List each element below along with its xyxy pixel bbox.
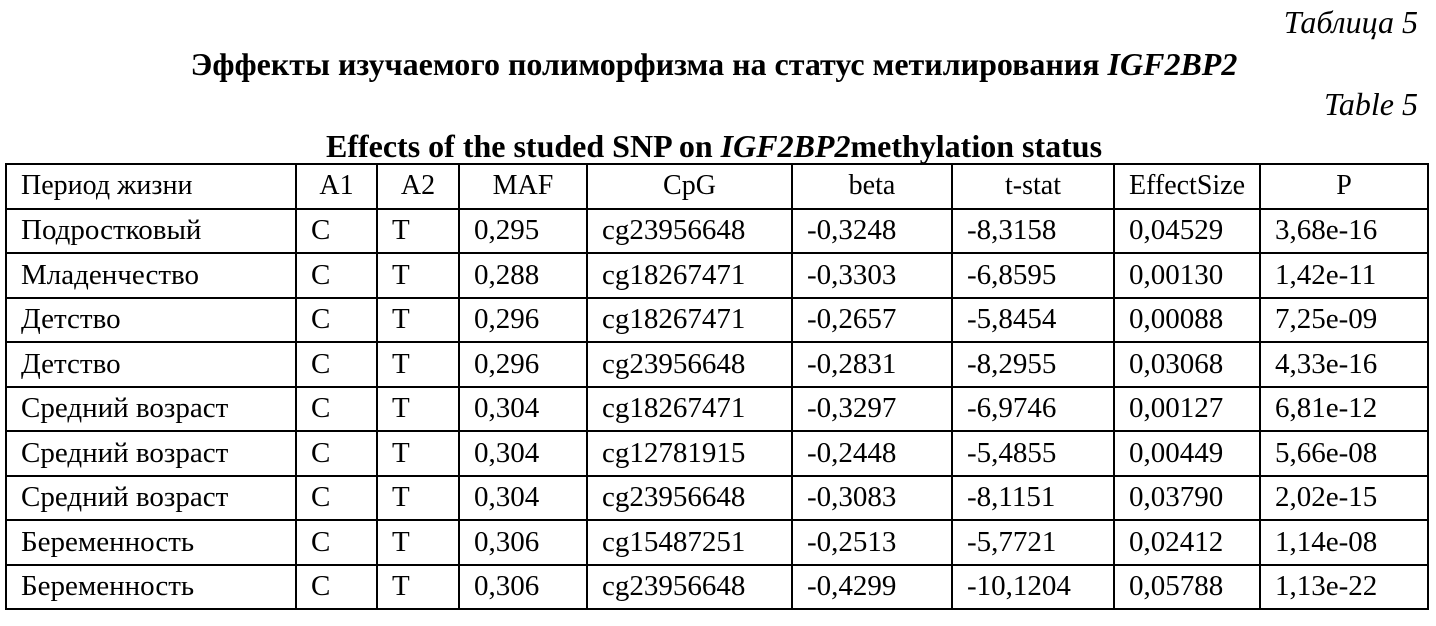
cell-tstat: -8,1151 xyxy=(952,476,1114,521)
cell-maf: 0,306 xyxy=(459,520,587,565)
title-en-gene: IGF2BP2 xyxy=(720,128,851,164)
header-period: Период жизни xyxy=(6,164,296,209)
cell-a1: C xyxy=(296,387,377,432)
cell-period: Подростковый xyxy=(6,209,296,254)
cell-p: 1,13e-22 xyxy=(1260,565,1428,610)
cell-beta: -0,2448 xyxy=(792,431,952,476)
cell-a2: T xyxy=(377,520,459,565)
cell-effectsize: 0,03068 xyxy=(1114,342,1260,387)
cell-period: Беременность xyxy=(6,565,296,610)
cell-cpg: cg23956648 xyxy=(587,476,792,521)
cell-cpg: cg18267471 xyxy=(587,253,792,298)
cell-beta: -0,3083 xyxy=(792,476,952,521)
cell-p: 1,14e-08 xyxy=(1260,520,1428,565)
cell-a2: T xyxy=(377,565,459,610)
cell-period: Средний возраст xyxy=(6,387,296,432)
header-tstat: t-stat xyxy=(952,164,1114,209)
cell-maf: 0,295 xyxy=(459,209,587,254)
cell-p: 4,33e-16 xyxy=(1260,342,1428,387)
cell-maf: 0,288 xyxy=(459,253,587,298)
cell-cpg: cg12781915 xyxy=(587,431,792,476)
cell-effectsize: 0,00449 xyxy=(1114,431,1260,476)
cell-a1: C xyxy=(296,476,377,521)
cell-period: Младенчество xyxy=(6,253,296,298)
cell-a1: C xyxy=(296,565,377,610)
methylation-table xyxy=(5,163,1429,610)
cell-period: Средний возраст xyxy=(6,476,296,521)
cell-a1: C xyxy=(296,342,377,387)
table-label-en: Table 5 xyxy=(1324,86,1418,122)
cell-tstat: -10,1204 xyxy=(952,565,1114,610)
cell-a2: T xyxy=(377,298,459,343)
cell-beta: -0,2513 xyxy=(792,520,952,565)
cell-tstat: -5,8454 xyxy=(952,298,1114,343)
cell-effectsize: 0,05788 xyxy=(1114,565,1260,610)
cell-tstat: -8,2955 xyxy=(952,342,1114,387)
cell-cpg: cg15487251 xyxy=(587,520,792,565)
cell-tstat: -5,7721 xyxy=(952,520,1114,565)
cell-beta: -0,3297 xyxy=(792,387,952,432)
cell-effectsize: 0,03790 xyxy=(1114,476,1260,521)
cell-beta: -0,4299 xyxy=(792,565,952,610)
table-row xyxy=(6,565,1428,610)
cell-p: 2,02e-15 xyxy=(1260,476,1428,521)
table-title-en xyxy=(0,128,1428,164)
cell-a1: C xyxy=(296,298,377,343)
cell-a1: C xyxy=(296,520,377,565)
table-row xyxy=(6,209,1428,254)
cell-effectsize: 0,02412 xyxy=(1114,520,1260,565)
cell-a1: C xyxy=(296,209,377,254)
cell-maf: 0,304 xyxy=(459,387,587,432)
cell-cpg: cg23956648 xyxy=(587,209,792,254)
cell-p: 5,66e-08 xyxy=(1260,431,1428,476)
cell-cpg: cg18267471 xyxy=(587,387,792,432)
table-label-ru: Таблица 5 xyxy=(1283,4,1418,40)
cell-period: Детство xyxy=(6,342,296,387)
header-effectsize: EffectSize xyxy=(1114,164,1260,209)
header-a2: A2 xyxy=(377,164,459,209)
title-en-prefix: Effects of the studed SNP on xyxy=(325,128,721,164)
cell-effectsize: 0,00130 xyxy=(1114,253,1260,298)
cell-cpg: cg23956648 xyxy=(587,342,792,387)
cell-effectsize: 0,00127 xyxy=(1114,387,1260,432)
cell-p: 7,25e-09 xyxy=(1260,298,1428,343)
table-header-row xyxy=(6,164,1428,209)
cell-maf: 0,296 xyxy=(459,342,587,387)
cell-maf: 0,304 xyxy=(459,476,587,521)
table-row xyxy=(6,520,1428,565)
cell-p: 3,68e-16 xyxy=(1260,209,1428,254)
cell-a2: T xyxy=(377,431,459,476)
cell-effectsize: 0,00088 xyxy=(1114,298,1260,343)
cell-beta: -0,2657 xyxy=(792,298,952,343)
cell-a2: T xyxy=(377,253,459,298)
cell-cpg: cg18267471 xyxy=(587,298,792,343)
cell-a1: C xyxy=(296,253,377,298)
cell-p: 1,42e-11 xyxy=(1260,253,1428,298)
header-beta: beta xyxy=(792,164,952,209)
table-row xyxy=(6,298,1428,343)
title-ru-gene: IGF2BP2 xyxy=(1107,46,1238,82)
cell-beta: -0,3303 xyxy=(792,253,952,298)
header-maf: MAF xyxy=(459,164,587,209)
cell-tstat: -6,8595 xyxy=(952,253,1114,298)
header-a1: A1 xyxy=(296,164,377,209)
cell-tstat: -5,4855 xyxy=(952,431,1114,476)
cell-period: Средний возраст xyxy=(6,431,296,476)
cell-beta: -0,3248 xyxy=(792,209,952,254)
table-row xyxy=(6,431,1428,476)
table-title-ru xyxy=(0,46,1428,82)
table-row xyxy=(6,342,1428,387)
table-row xyxy=(6,476,1428,521)
cell-cpg: cg23956648 xyxy=(587,565,792,610)
table-row xyxy=(6,387,1428,432)
cell-p: 6,81e-12 xyxy=(1260,387,1428,432)
cell-maf: 0,304 xyxy=(459,431,587,476)
header-p: P xyxy=(1260,164,1428,209)
cell-a2: T xyxy=(377,342,459,387)
cell-tstat: -8,3158 xyxy=(952,209,1114,254)
title-en-suffix: methylation status xyxy=(850,128,1103,164)
cell-maf: 0,306 xyxy=(459,565,587,610)
cell-period: Беременность xyxy=(6,520,296,565)
cell-a2: T xyxy=(377,387,459,432)
cell-tstat: -6,9746 xyxy=(952,387,1114,432)
cell-beta: -0,2831 xyxy=(792,342,952,387)
cell-period: Детство xyxy=(6,298,296,343)
cell-a2: T xyxy=(377,476,459,521)
header-cpg: CpG xyxy=(587,164,792,209)
cell-a2: T xyxy=(377,209,459,254)
cell-a1: C xyxy=(296,431,377,476)
cell-effectsize: 0,04529 xyxy=(1114,209,1260,254)
cell-maf: 0,296 xyxy=(459,298,587,343)
table-row xyxy=(6,253,1428,298)
title-ru-prefix: Эффекты изучаемого полиморфизма на статус метилирования xyxy=(190,46,1108,82)
